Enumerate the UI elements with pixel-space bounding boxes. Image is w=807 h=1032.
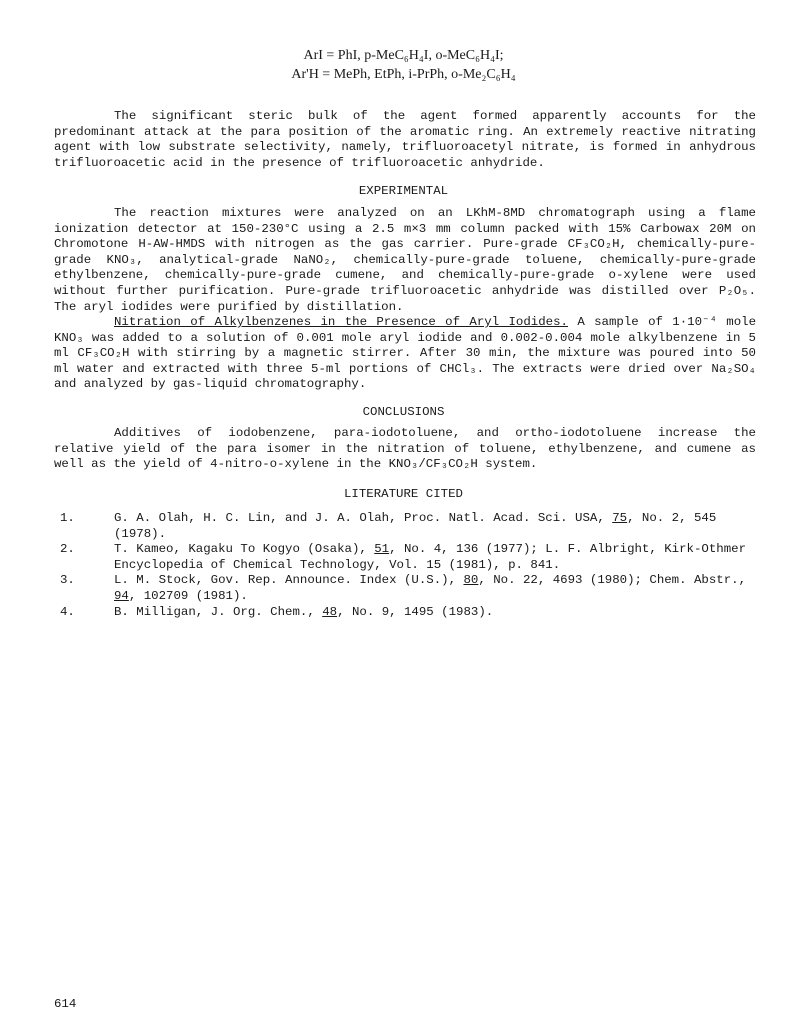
page-number: 614	[54, 997, 77, 1011]
reaction-formula	[0, 46, 807, 84]
experimental-paragraph: The reaction mixtures were analyzed on an LKhM-8MD chromatograph using a flame ionization detector at 150-230°C using a 2.5 m×3 mm column packed with 15% Carbowax 20M on Chromotone H-AW-HMDS with nitrogen as the gas carrier. Pure-grade CF₃CO₂H, chemically-pure-grade KNO₃, analytical-grade NaNO₂, chemically-pure-grade toluene, chemically-pure-grade ethylbenzene, chemically-pure-grade cumene, and chemically-pure-grade o-xylene were used without further purification. Pure-grade trifluoroacetic anhydride was distilled over P₂O₅. The aryl iodides were purified by distillation.	[54, 206, 756, 314]
formula-line-aryl-iodides: ArI = PhI, p-MeC₆H₄I, o-MeC₆H₄I;	[303, 48, 504, 63]
procedure-title: Nitration of Alkylbenzenes in the Presence of Aryl Iodides.	[114, 315, 568, 329]
nitration-procedure-paragraph	[54, 315, 756, 393]
conclusions-paragraph: Additives of iodobenzene, para-iodotoluene, and ortho-iodotoluene increase the relative yield of the para isomer in the nitration of toluene, ethylbenzene, and cumene as well as the yield of 4-nitro-o-xylene in the KNO₃/CF₃CO₂H system.	[54, 426, 756, 472]
volume-number: 48	[322, 604, 338, 619]
conclusions-heading: CONCLUSIONS	[362, 405, 445, 419]
reference-number: 3.	[60, 573, 75, 588]
reference-number: 4.	[60, 604, 75, 619]
volume-number: 94	[114, 588, 129, 603]
reference-number: 2.	[60, 542, 75, 557]
procedure-body: A sample of 1·10⁻⁴ mole KNO₃ was added to a solution of 0.001 mole aryl iodide and 0.002-0.004 mole alkylbenzene in 5 ml CF₃CO₂H with stirring by a magnetic stirrer. After 30 min, the mixture was poured into 50 ml water and extracted with three 5-ml portions of CHCl₃. The extracts were dried over Na₂SO₄ and analyzed by gas-liquid chromatography.	[54, 315, 757, 392]
reference-item: 2. T. Kameo, Kagaku To Kogyo (Osaka), 51, No. 4, 136 (1977); L. F. Albright, Kirk-Othmer Encyclopedia of Chemical Technology, Vol. 15 (1981), p. 841.	[60, 542, 747, 572]
reference-number: 1.	[60, 511, 75, 525]
reference-item: 3. L. M. Stock, Gov. Rep. Announce. Index (U.S.), 80, No. 22, 4693 (1980); Chem. Abstr., 94, 102709 (1981).	[60, 573, 747, 603]
volume-number: 51	[374, 542, 390, 557]
reference-list	[54, 511, 756, 620]
intro-paragraph: The significant steric bulk of the agent formed apparently accounts for the predominant attack at the para position of the aromatic ring. An extremely reactive nitrating agent with low substrate selectivity, namely, trifluoroacetyl nitrate, is formed in anhydrous trifluoroacetic acid in the presence of trifluoroacetic anhydride.	[54, 109, 756, 170]
reference-item: 1. G. A. Olah, H. C. Lin, and J. A. Olah, Proc. Natl. Acad. Sci. USA, 75, No. 2, 545 (1978).	[60, 511, 717, 541]
experimental-heading: EXPERIMENTAL	[358, 184, 449, 198]
volume-number: 75	[612, 511, 628, 525]
reference-item: 4. B. Milligan, J. Org. Chem., 48, No. 9, 1495 (1983).	[60, 604, 494, 619]
literature-heading: LITERATURE CITED	[344, 487, 463, 501]
volume-number: 80	[463, 573, 479, 588]
formula-line-alkylbenzenes: Ar'H = MePh, EtPh, i-PrPh, o-Me₂C₆H₄	[291, 67, 516, 82]
